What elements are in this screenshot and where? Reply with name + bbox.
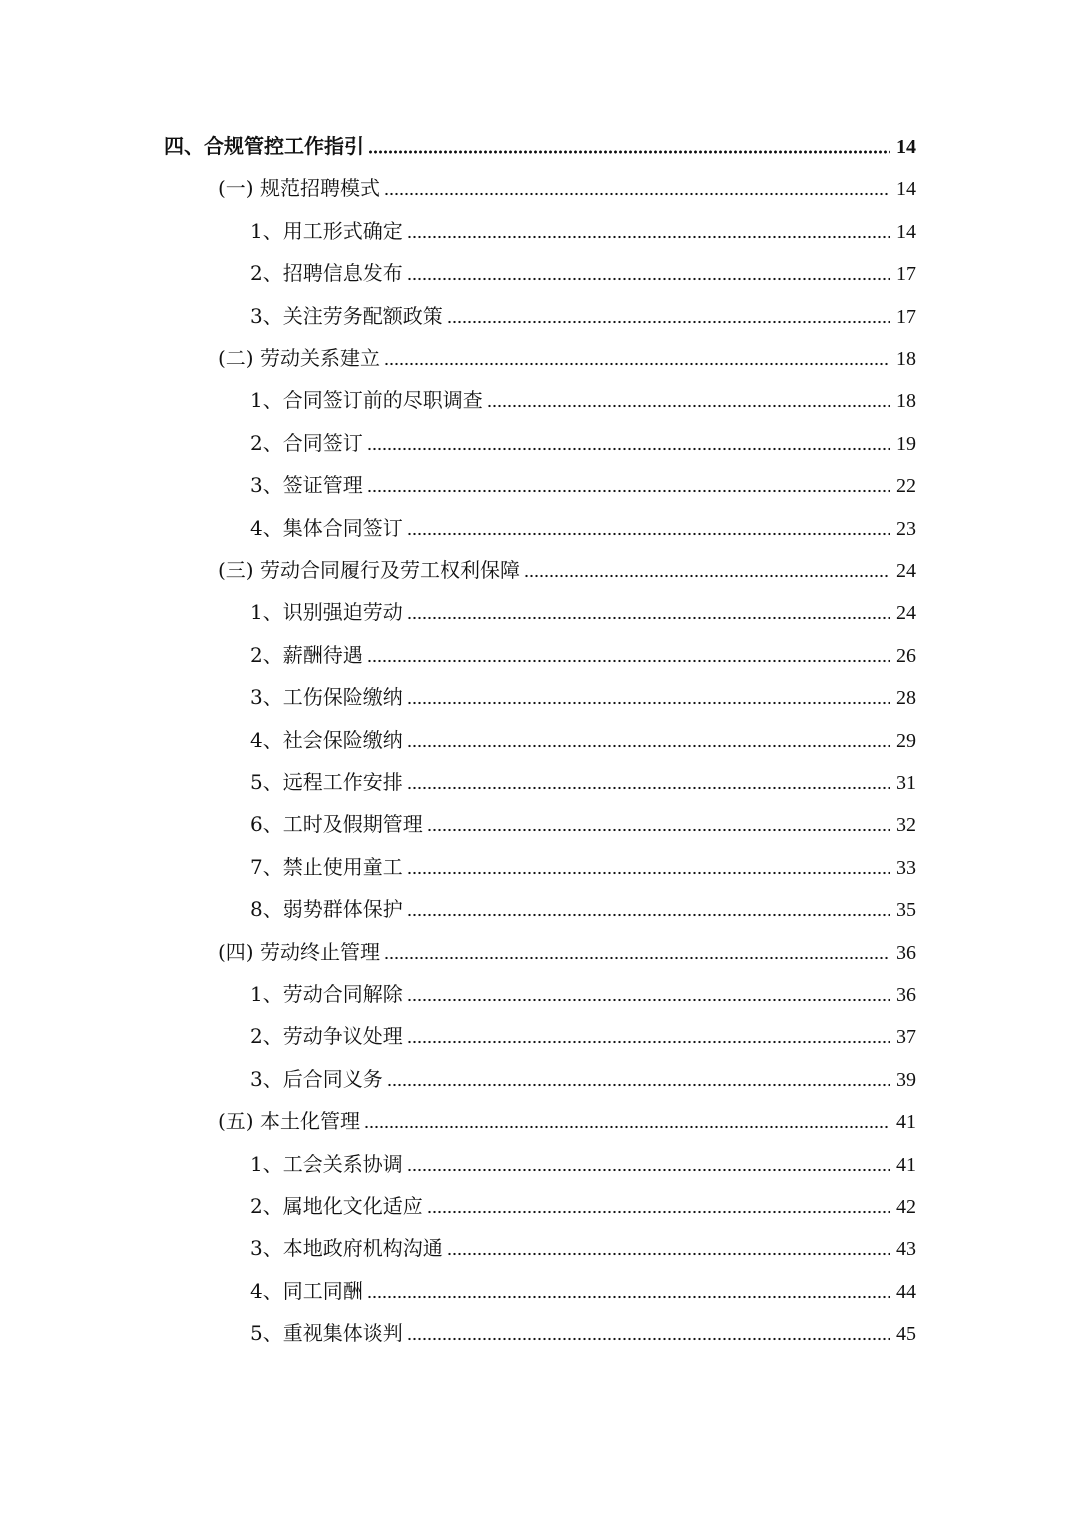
dot-leader: [407, 855, 890, 875]
dot-leader: [407, 516, 890, 536]
toc-entry-page-number: 19: [896, 432, 916, 455]
toc-entry[interactable]: [250, 596, 916, 638]
toc-entry-title: 5、重视集体谈判: [250, 1321, 403, 1346]
toc-entry-title: (三) 劳动合同履行及劳工权利保障: [218, 558, 520, 582]
dot-leader: [427, 812, 890, 832]
toc-entry-page-number: 18: [896, 348, 916, 370]
toc-entry[interactable]: [250, 427, 916, 469]
dot-leader: [407, 1024, 890, 1044]
toc-entry-page-number: 26: [896, 644, 916, 667]
toc-entry-title: 2、招聘信息发布: [250, 261, 403, 286]
toc-entry-page-number: 17: [896, 263, 916, 286]
toc-entry[interactable]: [250, 469, 916, 511]
toc-entry-page-number: 36: [896, 984, 916, 1006]
toc-entry[interactable]: [250, 1317, 916, 1359]
toc-entry-page-number: 28: [896, 687, 916, 710]
dot-leader: [368, 134, 890, 154]
dot-leader: [427, 1194, 890, 1214]
toc-entry-title: 4、同工同酬: [250, 1278, 363, 1303]
toc-entry-title: 3、工伤保险缴纳: [250, 685, 403, 710]
toc-entry[interactable]: [218, 554, 916, 596]
toc-entry-page-number: 44: [896, 1280, 916, 1303]
dot-leader: [487, 388, 890, 408]
toc-entry-page-number: 35: [896, 899, 916, 922]
toc-entry-title: 3、签证管理: [250, 473, 363, 498]
toc-entry[interactable]: [250, 1275, 916, 1317]
toc-entry-page-number: 41: [896, 1153, 916, 1176]
toc-entry-page-number: 41: [896, 1111, 916, 1134]
toc-entry-title: 7、禁止使用童工: [250, 854, 403, 879]
toc-entry[interactable]: [250, 215, 916, 257]
dot-leader: [367, 473, 890, 493]
toc-entry[interactable]: [250, 766, 916, 808]
toc-entry-title: 1、识别强迫劳动: [250, 600, 403, 625]
dot-leader: [447, 1236, 890, 1256]
toc-entry-page-number: 24: [896, 560, 916, 582]
dot-leader: [384, 940, 890, 960]
dot-leader: [367, 643, 890, 663]
dot-leader: [367, 431, 890, 451]
toc-entry-title: 2、属地化文化适应: [250, 1194, 423, 1218]
toc-entry[interactable]: [250, 1020, 916, 1062]
toc-entry-page-number: 23: [896, 517, 916, 540]
toc-entry[interactable]: [250, 1148, 916, 1190]
toc-entry[interactable]: [250, 808, 916, 850]
toc-entry-title: (二) 劳动关系建立: [218, 346, 380, 370]
toc-entry[interactable]: [250, 1232, 916, 1274]
dot-leader: [407, 1321, 890, 1341]
toc-entry-title: 3、关注劳务配额政策: [250, 303, 443, 328]
toc-entry[interactable]: [250, 1190, 916, 1232]
dot-leader: [407, 728, 890, 748]
toc-entry[interactable]: [250, 384, 916, 426]
toc-entry[interactable]: [218, 936, 916, 978]
toc-entry-title: 8、弱势群体保护: [250, 897, 403, 922]
toc-entry[interactable]: [250, 257, 916, 299]
dot-leader: [407, 219, 890, 239]
toc-entry-page-number: 45: [896, 1323, 916, 1346]
toc-entry-title: 3、本地政府机构沟通: [250, 1236, 443, 1261]
dot-leader: [367, 1279, 890, 1299]
toc-entry-page-number: 14: [896, 220, 916, 243]
toc-entry-title: 4、集体合同签订: [250, 515, 403, 540]
toc-entry-page-number: 17: [896, 305, 916, 328]
toc-entry-title: (一) 规范招聘模式: [218, 176, 380, 201]
dot-leader: [407, 685, 890, 705]
toc-entry-title: 2、合同签订: [250, 430, 363, 455]
toc-entry-title: (四) 劳动终止管理: [218, 939, 380, 964]
toc-entry-title: 四、合规管控工作指引: [164, 134, 364, 158]
toc-entry[interactable]: [164, 130, 916, 172]
toc-entry-title: 6、工时及假期管理: [250, 812, 423, 837]
toc-entry-page-number: 18: [896, 390, 916, 413]
toc-entry-page-number: 14: [896, 178, 916, 201]
dot-leader: [407, 770, 890, 790]
dot-leader: [407, 982, 890, 1002]
toc-entry[interactable]: [250, 681, 916, 723]
dot-leader: [447, 304, 890, 324]
dot-leader: [524, 558, 890, 578]
toc-entry-page-number: 24: [896, 602, 916, 625]
dot-leader: [407, 897, 890, 917]
toc-entry-title: (五) 本土化管理: [218, 1109, 360, 1134]
toc-entry[interactable]: [218, 1105, 916, 1147]
toc-entry[interactable]: [250, 893, 916, 935]
dot-leader: [407, 1152, 890, 1172]
toc-entry[interactable]: [250, 851, 916, 893]
toc-entry-page-number: 37: [896, 1026, 916, 1049]
toc-entry-page-number: 22: [896, 475, 916, 498]
dot-leader: [407, 600, 890, 620]
toc-entry-page-number: 31: [896, 772, 916, 794]
toc-entry[interactable]: [250, 639, 916, 681]
dot-leader: [364, 1109, 890, 1129]
toc-entry[interactable]: [250, 300, 916, 342]
dot-leader: [384, 176, 890, 196]
toc-entry[interactable]: [250, 1063, 916, 1105]
toc-entry-title: 2、劳动争议处理: [250, 1024, 403, 1049]
toc-entry-page-number: 43: [896, 1238, 916, 1261]
toc-entry-title: 2、薪酬待遇: [250, 642, 363, 667]
toc-entry-page-number: 36: [896, 941, 916, 964]
toc-entry-page-number: 39: [896, 1068, 916, 1091]
toc-entry-title: 1、用工形式确定: [250, 218, 403, 243]
toc-entry-page-number: 33: [896, 856, 916, 879]
toc-entry-title: 1、合同签订前的尽职调查: [250, 388, 483, 413]
dot-leader: [387, 1067, 890, 1087]
toc-entry-title: 5、远程工作安排: [250, 770, 403, 794]
toc-entry-page-number: 29: [896, 729, 916, 752]
toc-entry-title: 3、后合同义务: [250, 1066, 383, 1091]
toc-entry[interactable]: [250, 724, 916, 766]
toc-entry-page-number: 42: [896, 1196, 916, 1218]
toc-entry[interactable]: [218, 172, 916, 214]
toc-entry-page-number: 14: [896, 136, 916, 158]
dot-leader: [384, 346, 890, 366]
toc-entry-title: 4、社会保险缴纳: [250, 727, 403, 752]
toc-entry[interactable]: [218, 342, 916, 384]
toc-entry[interactable]: [250, 978, 916, 1020]
toc-entry-title: 1、劳动合同解除: [250, 982, 403, 1006]
dot-leader: [407, 261, 890, 281]
toc-entry[interactable]: [250, 512, 916, 554]
toc-entry-title: 1、工会关系协调: [250, 1151, 403, 1176]
toc-entry-page-number: 32: [896, 814, 916, 837]
